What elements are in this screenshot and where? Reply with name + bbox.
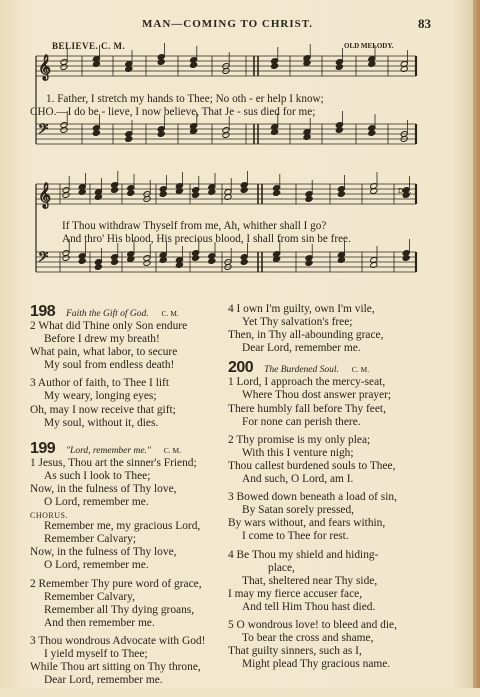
- tune-name: BELIEVE. C. M.: [52, 41, 126, 51]
- verse-line: While Thou art sitting on Thy throne,: [30, 661, 201, 674]
- hymn-heading: [30, 439, 230, 457]
- tune-source: OLD MELODY.: [344, 42, 394, 50]
- verse-line: O Lord, remember me.: [44, 559, 149, 572]
- verse-line: What pain, what labor, to secure: [30, 346, 178, 359]
- lyric-line-3: If Thou withdraw Thyself from me, Ah, whither shall I go?: [62, 220, 327, 232]
- verse-line: To bear the cross and shame,: [242, 632, 374, 645]
- hymn-meter: C. M.: [351, 365, 370, 375]
- verse-line: My weary, longing eyes;: [44, 390, 157, 403]
- verse-line: Where Thou dost answer prayer;: [242, 389, 392, 402]
- verse: [228, 491, 454, 543]
- lyric-chorus: CHO.—I do be - lieve, I now believe, That Je - sus died for me;: [30, 106, 316, 118]
- dc-mark: D.C.: [398, 187, 412, 195]
- chorus: [30, 520, 230, 572]
- verse: [30, 578, 230, 630]
- verse-line: And such, O Lord, am I.: [242, 473, 354, 486]
- verse-line: 4 Be Thou my shield and hiding-: [228, 548, 379, 561]
- verse-line: Now, in the fulness of Thy love,: [30, 482, 177, 495]
- verse-line: Now, in the fulness of Thy love,: [30, 546, 177, 559]
- verse-line: I come to Thee for rest.: [242, 530, 349, 543]
- hymn-200: [228, 361, 454, 671]
- bass-clef-icon: 𝄢: [38, 121, 49, 140]
- verse-line: By wars without, and fears within,: [228, 517, 386, 530]
- left-column: [30, 305, 230, 697]
- verse-line: Dear Lord, remember me.: [242, 342, 361, 355]
- verse-line: My soul, without it, dies.: [44, 416, 159, 429]
- verse-line: 3 Author of faith, to Thee I lift: [30, 377, 169, 390]
- verse-line: 3 Bowed down beneath a load of sin,: [228, 491, 397, 504]
- verse: [228, 434, 454, 486]
- verse-line: My soul from endless death!: [44, 359, 175, 372]
- verse-line: Thou callest burdened souls to Thee,: [228, 459, 396, 472]
- verse: [30, 320, 230, 372]
- verse-line: 1 Jesus, Thou art the sinner's Friend;: [30, 456, 197, 469]
- hymn-number: 199: [30, 439, 56, 457]
- verse-line: Dear Lord, remember me.: [44, 674, 163, 687]
- hymn-198: [30, 305, 230, 430]
- verse-line: 3 Thou wondrous Advocate with God!: [30, 634, 206, 647]
- verse: [228, 376, 454, 428]
- right-column: [228, 305, 454, 681]
- verse-line: I may my fierce accuser face,: [228, 587, 363, 600]
- verse-line: Remember me, my gracious Lord,: [44, 520, 201, 533]
- hymn-number: 200: [228, 359, 254, 377]
- verse-line: 2 Remember Thy pure word of grace,: [30, 577, 202, 590]
- verse-line: O Lord, remember me.: [44, 496, 149, 509]
- hymn-meter: C. M.: [161, 309, 179, 318]
- hymn-number: 198: [30, 303, 56, 320]
- bass-clef-icon: 𝄢: [38, 249, 49, 268]
- lyric-line-4: And thro' His blood, His precious blood, I shall from sin be free.: [62, 233, 351, 245]
- verse: [30, 457, 230, 509]
- verse-line: With this I venture nigh;: [242, 446, 354, 459]
- verse-line: Yet Thy salvation's free;: [242, 316, 353, 329]
- hymn-heading: [228, 361, 454, 376]
- chorus-label: CHORUS.: [30, 511, 68, 521]
- verse-line: As such I look to Thee;: [44, 469, 151, 482]
- verse: [30, 377, 230, 429]
- hymn-meter: C. M.: [163, 445, 182, 455]
- verse-line: 1 Lord, I approach the mercy-seat,: [228, 376, 386, 389]
- verse: [228, 303, 454, 355]
- verse-line: 2 What did Thine only Son endure: [30, 320, 188, 332]
- hymn-199: [30, 439, 230, 688]
- hymn-title: Faith the Gift of God.: [66, 309, 149, 319]
- running-title: MAN—COMING TO CHRIST.: [142, 18, 314, 30]
- verse: [228, 619, 454, 671]
- verse-line: There humbly fall before Thy feet,: [228, 402, 386, 415]
- verse: [30, 635, 230, 687]
- verse-line: 5 O wondrous love! to bleed and die,: [228, 618, 397, 631]
- hymn-title: "Lord, remember me.": [66, 445, 151, 456]
- page-number: 83: [418, 16, 431, 31]
- verse-line: Remember Calvary;: [44, 533, 137, 546]
- verse-line: Before I drew my breath!: [44, 333, 160, 346]
- verse-line: That, sheltered near Thy side,: [242, 574, 378, 587]
- hymn-heading: [30, 305, 230, 320]
- verse-line: And tell Him Thou hast died.: [242, 600, 376, 613]
- lyric-verse-1: 1. Father, I stretch my hands to Thee; No oth - er help I know;: [46, 93, 324, 105]
- hymn-title: The Burdened Soul.: [264, 365, 339, 376]
- verse-line: For none can perish there.: [242, 415, 361, 428]
- verse-line: I yield myself to Thee;: [44, 647, 148, 660]
- hymn-texts: [0, 303, 480, 687]
- treble-clef-icon: 𝄞: [38, 183, 52, 208]
- verse-line: Then, in Thy all-abounding grace,: [228, 329, 384, 342]
- verse-line: That guilty sinners, such as I,: [228, 645, 362, 658]
- verse-line: Might plead Thy gracious name.: [242, 658, 391, 671]
- sheet-music: [0, 0, 480, 300]
- verse-line: 2 Thy promise is my only plea;: [228, 433, 371, 446]
- verse-line: place,: [268, 561, 295, 574]
- verse: [228, 549, 454, 614]
- treble-clef-icon: 𝄞: [38, 55, 52, 80]
- verse-line: 4 I own I'm guilty, own I'm vile,: [228, 303, 375, 315]
- verse-line: And then remember me.: [44, 616, 155, 629]
- verse-line: Oh, may I now receive that gift;: [30, 403, 176, 416]
- verse-line: Remember Calvary,: [44, 590, 135, 603]
- verse-line: By Satan sorely pressed,: [242, 504, 354, 517]
- verse-line: Remember all Thy dying groans,: [44, 603, 195, 616]
